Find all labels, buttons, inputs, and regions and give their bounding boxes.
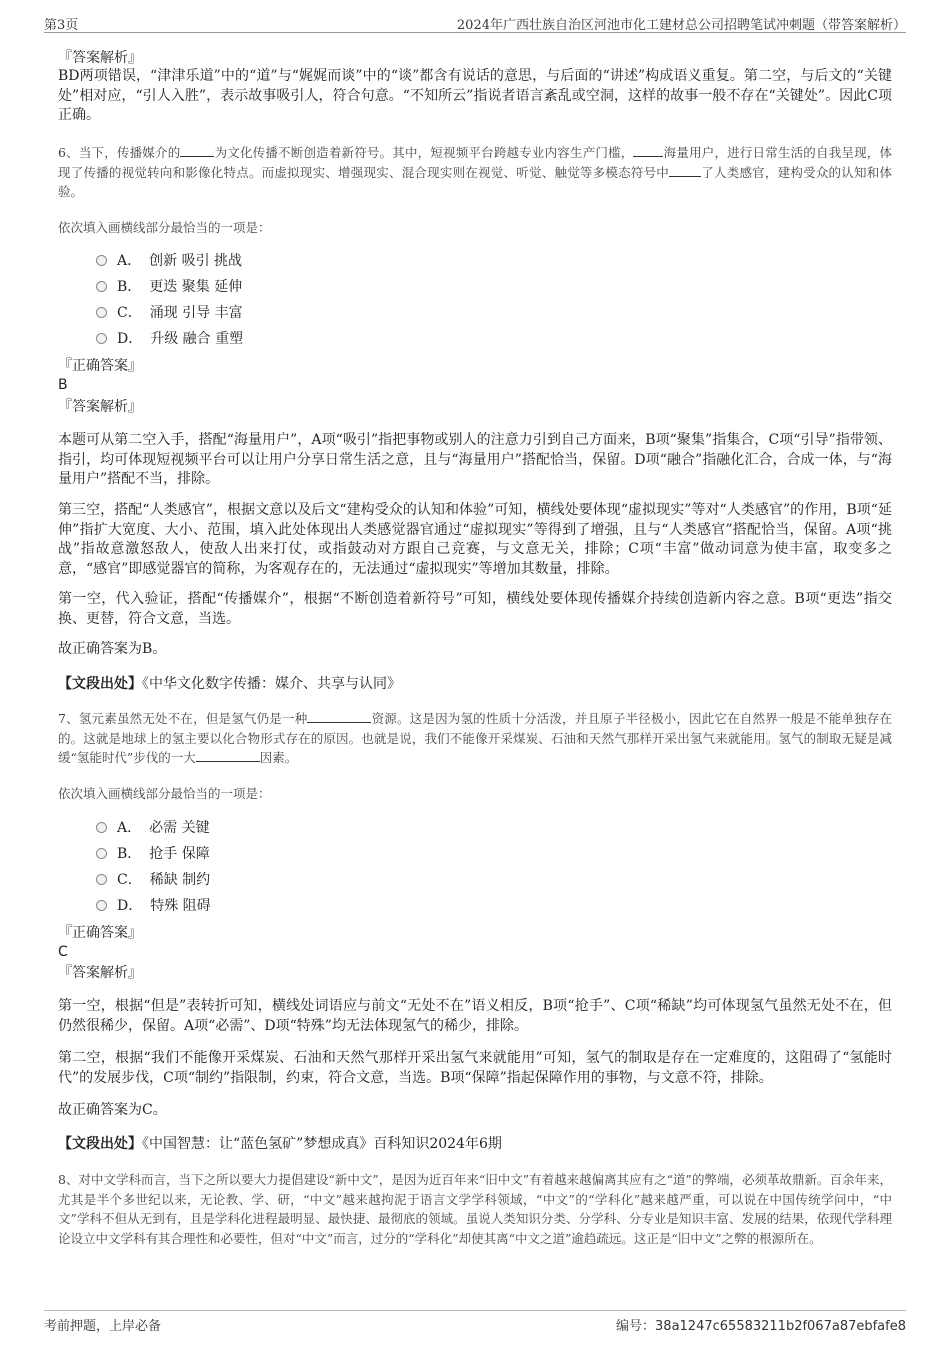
- q7-analysis-2: 第二空，根据“我们不能像开采煤炭、石油和天然气那样开采出氢气来就能用”可知，氢气的制取是存在一定难度的，这阻碍了“氢能时代”的发展步伐，C项“制约”指限制，约束，符合文意，当选。B项“保障”指起保障作用的事物，与文意不符，排除。: [58, 1050, 892, 1086]
- page-footer: [44, 1310, 906, 1335]
- q7-source: 【文段出处】《中国智慧：让“蓝色氢矿”梦想成真》百科知识2024年6期: [58, 1136, 502, 1152]
- footer-slogan: 考前押题，上岸必备: [44, 1319, 162, 1334]
- q6-analysis-2: 第三空，搭配“人类感官”，根据文意以及后文“建构受众的认知和体验”可知，横线处要体现“虚拟现实”等对“人类感官”的作用，B项“延伸”指扩大宽度、大小、范围，填入此处体现出人类感觉器官通过“虚拟现实”等得到了增强，且与“人类感官”搭配恰当，保留。A项“挑战”指故意激怒敌人，使敌人出来打仗，或指鼓动对方跟自己竞赛，与文意无关，排除；C项“丰富”做动词意为使丰富，取变多之意，“感官”即感觉器官的简称，为客观存在的，无法通过“虚拟现实”等增加其数量，排除。: [58, 502, 892, 577]
- q6-option-d[interactable]: D． 升级 融合 重塑: [96, 329, 243, 349]
- q6-analysis-1: 本题可从第二空入手，搭配“海量用户”，A项“吸引”指把事物或别人的注意力引到自己方面来，B项“聚集”指集合，C项“引导”指带领、指引，均可体现短视频平台可以让用户分享日常生活之意，且与“海量用户”搭配恰当，保留。D项“融合”指融化汇合，合成一体，与“海量用户”搭配不当，排除。: [58, 432, 892, 487]
- q7-answer: C: [58, 944, 68, 960]
- q6-analysis-3: 第一空，代入验证，搭配“传播媒介”，根据“不断创造着新符号”可知，横线处要体现传播媒介持续创造新内容之意。B项“更迭”指交换、更替，符合文意，当选。: [58, 591, 892, 627]
- q6-answer: B: [58, 377, 68, 393]
- radio-icon[interactable]: [96, 307, 107, 318]
- blank-2: [196, 749, 260, 762]
- q7-analysis-3: 故正确答案为C。: [58, 1102, 167, 1118]
- q7-stem: 7、氢元素虽然无处不在，但是氢气仍是一种 资源。这是因为氢的性质十分活泼，并且原子半径极小，因此它在自然界一般是不能单独存在的。这就是地球上的氢主要以化合物形式存在的原因。也就是说，我们不能像开采煤炭、石油和天然气那样开采出氢气来就能用。氢气的制取无疑是减缓“氢能时代”步伐的一大 因素。: [58, 711, 892, 765]
- blank-3: [669, 164, 701, 177]
- q7-option-b[interactable]: B． 抢手 保障: [96, 844, 210, 864]
- radio-icon[interactable]: [96, 281, 107, 292]
- q6-correct-label: 『正确答案』: [58, 358, 142, 374]
- blank-2: [633, 144, 663, 157]
- radio-icon[interactable]: [96, 874, 107, 885]
- q6-stem: 6、当下，传播媒介的 为文化传播不断创造着新符号。其中，短视频平台跨越专业内容生产门槛， 海量用户，进行日常生活的自我呈现，体现了传播的视觉转向和影像化特点。而虚拟现实、增强现实、混合现实则在视觉、听觉、触觉等多模态符号中 了人类感官，建构受众的认知和体验。: [58, 145, 892, 199]
- radio-icon[interactable]: [96, 848, 107, 859]
- radio-icon[interactable]: [96, 900, 107, 911]
- q7-instruction: 依次填入画横线部分最恰当的一项是：: [58, 786, 271, 801]
- document-title: 2024年广西壮族自治区河池市化工建材总公司招聘笔试冲刺题（带答案解析）: [456, 18, 906, 33]
- q6-option-a[interactable]: A． 创新 吸引 挑战: [96, 251, 242, 271]
- q6-option-c[interactable]: C． 涌现 引导 丰富: [96, 303, 243, 323]
- q7-option-d[interactable]: D． 特殊 阻碍: [96, 896, 211, 916]
- document-code: 编号：38a1247c65583211b2f067a87ebfafe8: [616, 1319, 906, 1334]
- q6-source: 【文段出处】《中华文化数字传播：媒介、共享与认同》: [58, 676, 401, 692]
- q6-option-b[interactable]: B． 更迭 聚集 延伸: [96, 277, 242, 297]
- page-number: 第3页: [44, 18, 79, 33]
- q7-correct-label: 『正确答案』: [58, 925, 142, 941]
- radio-icon[interactable]: [96, 255, 107, 266]
- q6-analysis-label: 『答案解析』: [58, 399, 142, 415]
- q7-option-a[interactable]: A． 必需 关键: [96, 818, 210, 838]
- q6-analysis-4: 故正确答案为B。: [58, 641, 167, 657]
- blank-1: [307, 710, 371, 723]
- q8-stem: 8、对中文学科而言，当下之所以要大力提倡建设“新中文”，是因为近百年来“旧中文”有着越来越偏离其应有之“道”的弊端，必须革故鼎新。百余年来，尤其是半个多世纪以来，无论教、学、研，“中文”越来越拘泥于语言文学学科领域，“中文”的“学科化”越来越严重，可以说在中国传统学问中，“中文”学科不但从无到有，且是学科化进程最明显、最快捷、最彻底的领域。虽说人类知识分类、分学科、分专业是知识丰富、发展的结果，依现代学科理论设立中文学科有其合理性和必要性，但对“中文”而言，过分的“学科化”却使其离“中文之道”逾趋疏远。这正是“旧中文”之弊的根源所在。: [58, 1172, 892, 1246]
- radio-icon[interactable]: [96, 822, 107, 833]
- q6-instruction: 依次填入画横线部分最恰当的一项是：: [58, 220, 271, 235]
- page-header: [44, 12, 906, 33]
- radio-icon[interactable]: [96, 333, 107, 344]
- q5-analysis-text: BD两项错误，“津津乐道”中的“道”与“娓娓而谈”中的“谈”都含有说话的意思，与后面的“讲述”构成语义重复。第二空，与后文的“关键处”相对应，“引人入胜”，表示故事吸引人，符合句意。“不知所云”指说者语言紊乱或空洞，这样的故事一般不存在“关键处”。因此C项正确。: [58, 68, 892, 123]
- blank-1: [180, 144, 214, 157]
- q7-analysis-label: 『答案解析』: [58, 965, 142, 981]
- q7-analysis-1: 第一空，根据“但是”表转折可知，横线处词语应与前文“无处不在”语义相反，B项“抢手”、C项“稀缺”均可体现氢气虽然无处不在，但仍然很稀少，保留。A项“必需”、D项“特殊”均无法体现氢气的稀少，排除。: [58, 998, 892, 1034]
- q7-option-c[interactable]: C． 稀缺 制约: [96, 870, 210, 890]
- q5-analysis-label: 『答案解析』: [58, 50, 142, 66]
